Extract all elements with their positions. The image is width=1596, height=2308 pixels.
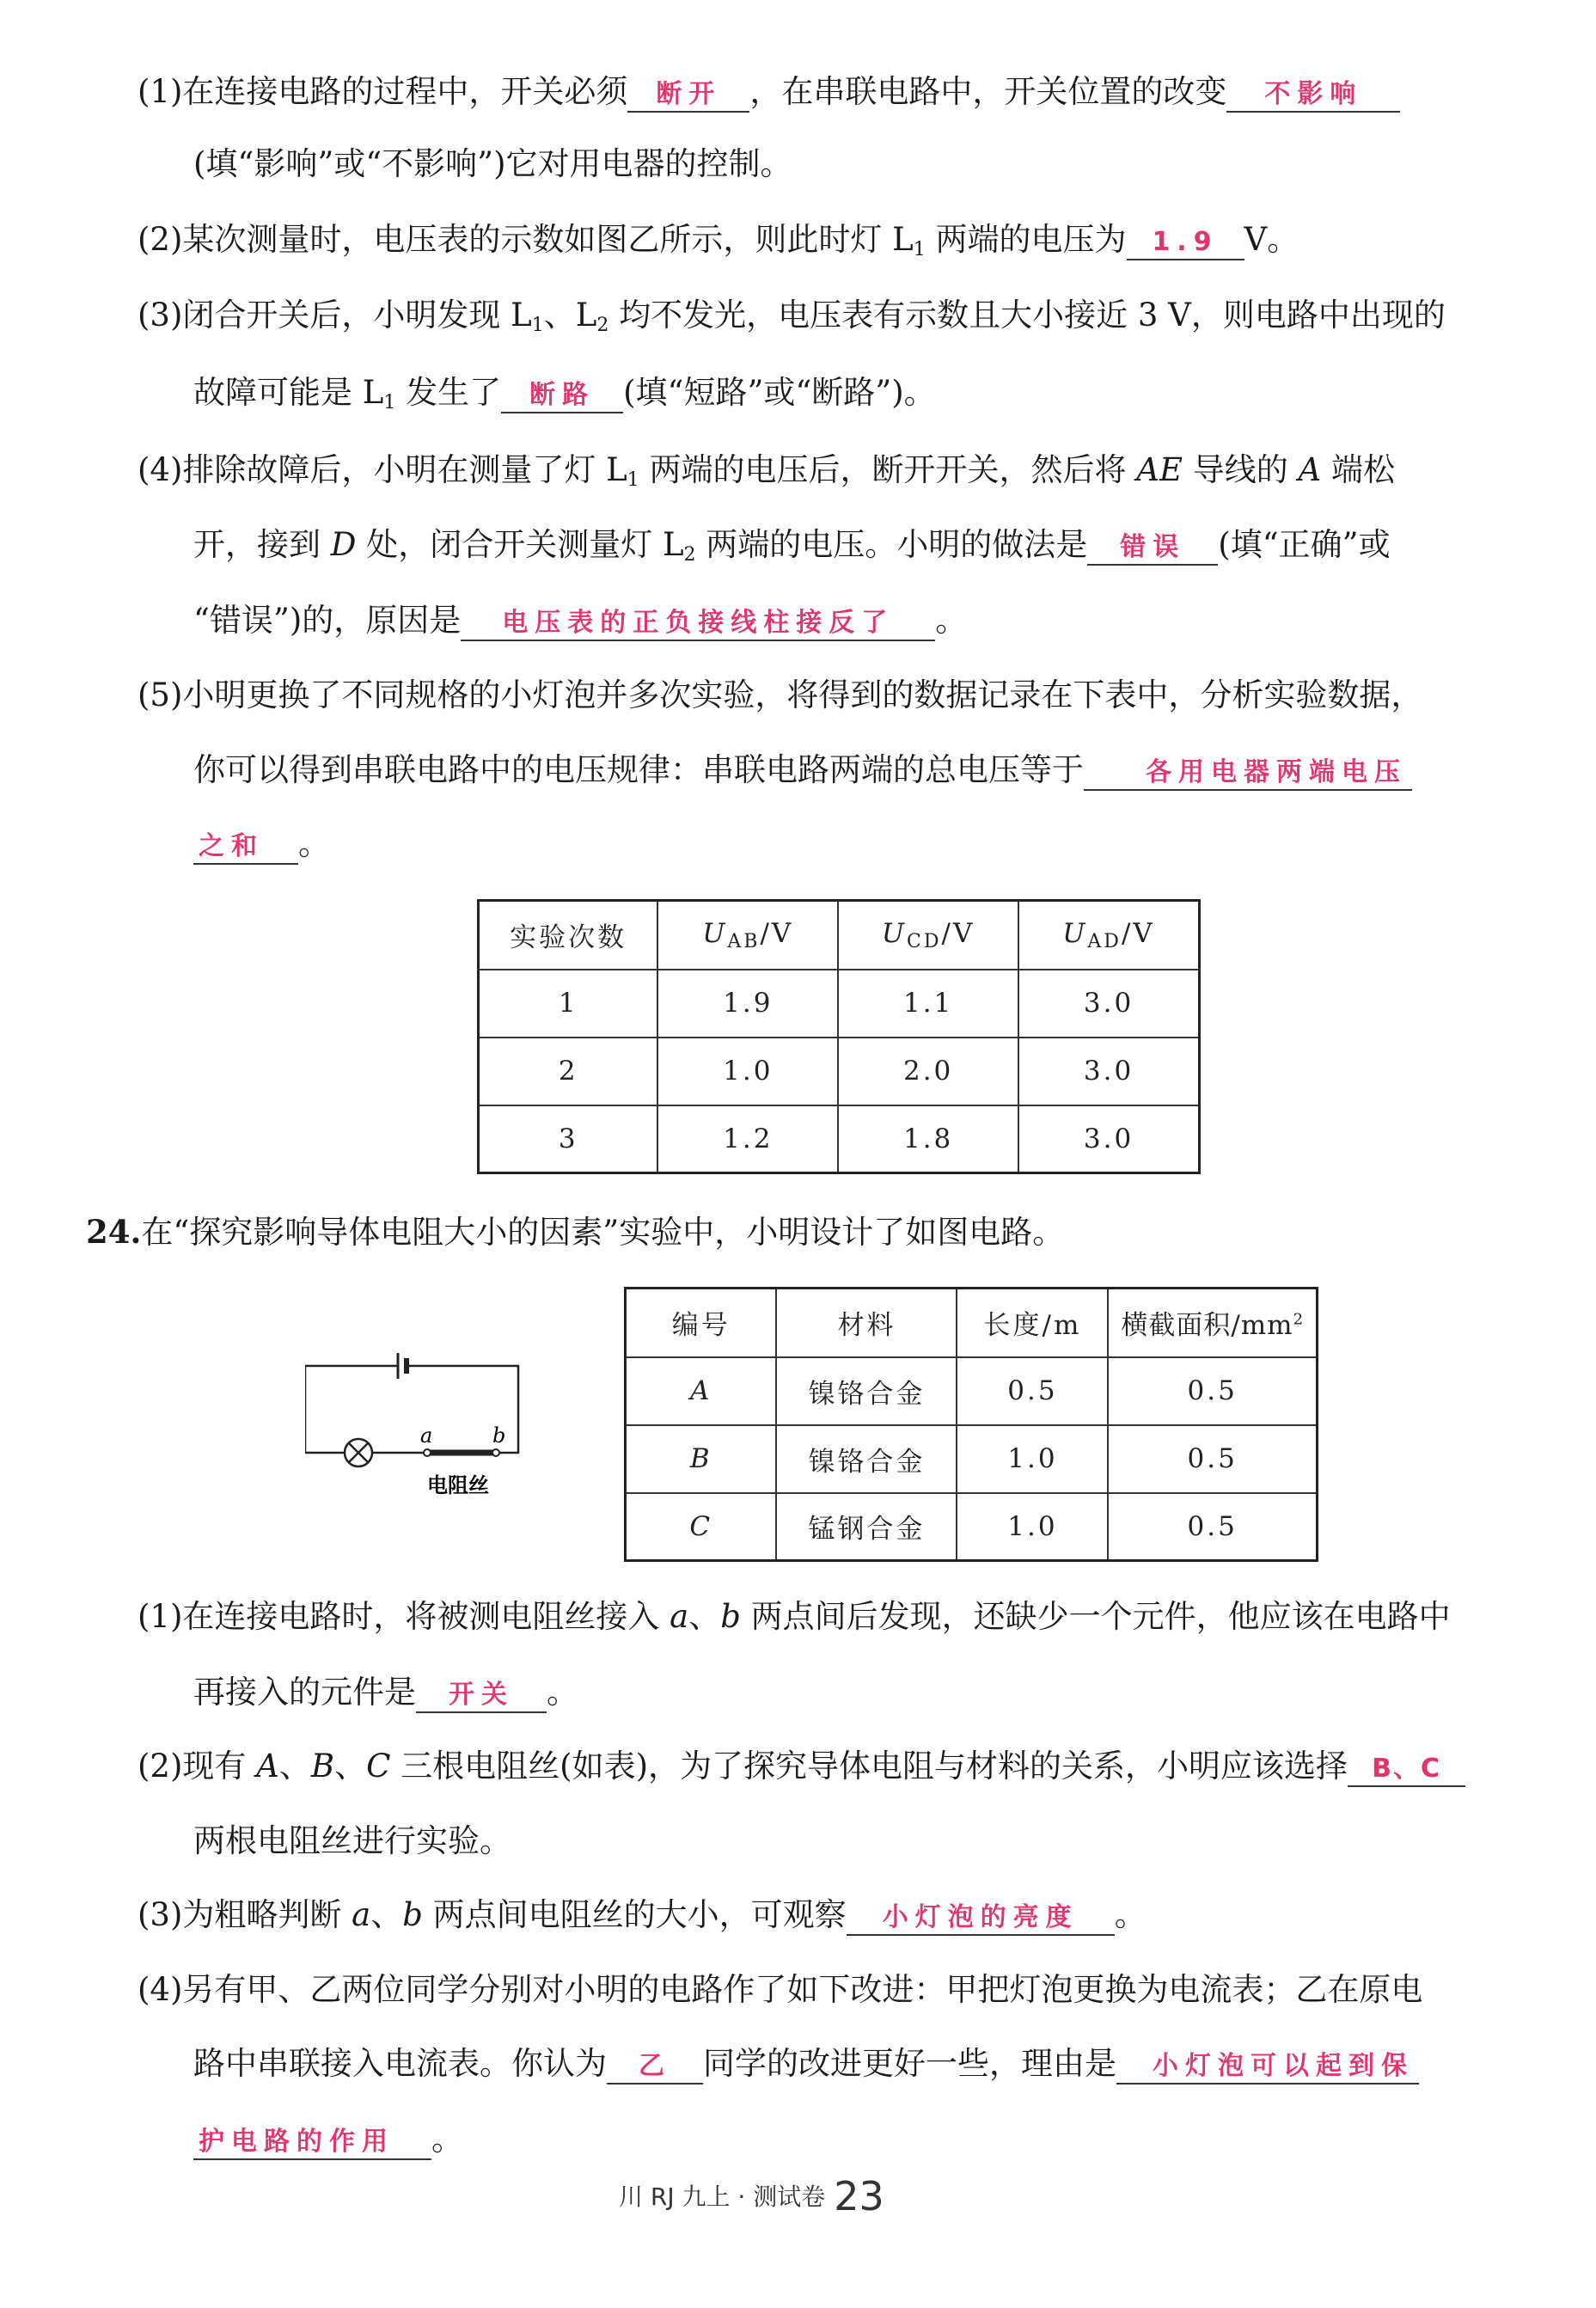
q23-part3-line2: 故障可能是 $L_1$ 发生了 断路 (填“短路”或“断路”)。 <box>193 374 936 413</box>
q23-part5-line1: (5)小明更换了不同规格的小灯泡并多次实验，将得到的数据记录在下表中，分析实验数据， <box>138 676 1423 713</box>
voltage-table-header-trial: 实验次数 <box>479 901 658 970</box>
q23-answer-voltage: 1.9 <box>1127 230 1244 260</box>
circuit-diagram <box>305 1341 529 1504</box>
terminal-b-label: b <box>492 1423 506 1448</box>
q24-answer-observe: 小灯泡的亮度 <box>847 1905 1115 1936</box>
q24-part1-line2: 再接入的元件是 开关 。 <box>193 1676 578 1713</box>
terminal-a <box>424 1449 431 1456</box>
resistance-table <box>624 1287 1318 1562</box>
q23-answer-rule-1: 各用电器两端电压 <box>1084 760 1412 791</box>
voltage-table-header-uad: $U_{AD}/V$ <box>1018 901 1199 970</box>
page-footer: 川 RJ 九上 · 测试卷 23 <box>619 2173 884 2219</box>
q24-stem: 24.在“探究影响导体电阻大小的因素”实验中，小明设计了如图电路。 <box>86 1213 1065 1251</box>
terminal-b <box>492 1449 499 1456</box>
q23-answer-2: 不影响 <box>1226 82 1400 113</box>
table-row: 1 1.9 1.1 3.0 <box>479 970 1200 1038</box>
q24-part4-line1: (4)另有甲、乙两位同学分别对小明的电路作了如下改进：甲把灯泡更换为电流表；乙在原电 <box>138 1971 1423 2008</box>
page-number: 23 <box>834 2173 884 2219</box>
resistance-table-header-area: 横截面积$/mm^2$ <box>1108 1289 1317 1357</box>
terminal-a-label: a <box>420 1423 433 1448</box>
q23-part5-line2: 你可以得到串联电路中的电压规律：串联电路两端的总电压等于 各用电器两端电压 <box>193 754 1412 791</box>
table-row: C 锰钢合金 1.0 0.5 <box>626 1493 1318 1561</box>
q24-answer-wires: B、C <box>1348 1756 1465 1787</box>
q24-answer-reason-2: 护电路的作用 <box>193 2129 431 2160</box>
voltage-table <box>477 899 1201 1174</box>
q24-answer-reason-1: 小灯泡可以起到保 <box>1116 2054 1419 2085</box>
voltage-table-header-ucd: $U_{CD}/V$ <box>838 901 1018 970</box>
q24-part4-line2: 路中串联接入电流表。你认为 乙 同学的改进更好一些，理由是 小灯泡可以起到保 <box>193 2048 1419 2085</box>
table-row: 3 1.2 1.8 3.0 <box>479 1105 1200 1173</box>
table-row: 2 1.0 2.0 3.0 <box>479 1038 1200 1105</box>
question-number: 24. <box>86 1213 142 1251</box>
q23-answer-1: 断开 <box>627 82 749 113</box>
q23-answer-reason: 电压表的正负接线柱接反了 <box>461 610 935 641</box>
q23-answer-rule-2: 之和 <box>193 834 298 865</box>
q23-part1-line2: (填“影响”或“不影响”)它对用电器的控制。 <box>193 145 792 182</box>
q23-part4-line1: (4)排除故障后，小明在测量了灯 $L_1$ 两端的电压后，断开开关，然后将 AE 导线的 A 端松 <box>138 451 1396 491</box>
q23-part2-line1: (2)某次测量时，电压表的示数如图乙所示，则此时灯 $L_1$ 两端的电压为 1.9 V。 <box>138 221 1299 260</box>
q23-part4-line2: 开，接到 D 处，闭合开关测量灯 $L_2$ 两端的电压。小明的做法是 错误 (填“正确”或 <box>193 526 1391 566</box>
resistance-table-header-material: 材料 <box>776 1289 957 1357</box>
q23-part1-line1: (1)在连接电路的过程中，开关必须 断开 ，在串联电路中，开关位置的改变 不影响 <box>138 76 1400 113</box>
q24-part3-line1: (3)为粗略判断 a、b 两点间电阻丝的大小，可观察 小灯泡的亮度 。 <box>138 1899 1147 1936</box>
q24-part1-line1: (1)在连接电路时，将被测电阻丝接入 a、b 两点间后发现，还缺少一个元件，他应该在电路中 <box>138 1598 1451 1635</box>
resistance-table-header-length: 长度/m <box>957 1289 1108 1357</box>
voltage-table-header-uab: $U_{AB}/V$ <box>657 901 838 970</box>
table-row: B 镍铬合金 1.0 0.5 <box>626 1425 1318 1493</box>
q24-part2-line2: 两根电阻丝进行实验。 <box>193 1822 511 1859</box>
q24-answer-component: 开关 <box>416 1682 547 1713</box>
q23-part4-line3: “错误”)的，原因是 电压表的正负接线柱接反了 。 <box>193 604 967 641</box>
q24-answer-student: 乙 <box>607 2054 703 2085</box>
resistance-wire-label: 电阻丝 <box>427 1473 489 1497</box>
q23-part5-line3: 之和 。 <box>193 828 330 865</box>
table-row: A 镍铬合金 0.5 0.5 <box>626 1357 1318 1425</box>
q23-answer-fault: 断路 <box>501 383 623 413</box>
q23-answer-judgement: 错误 <box>1087 535 1218 566</box>
q24-part4-line3: 护电路的作用 。 <box>193 2123 463 2160</box>
q24-part2-line1: (2)现有 A、B、C 三根电阻丝(如表)，为了探究导体电阻与材料的关系，小明应该选择 B、C <box>138 1750 1465 1787</box>
q23-part3-line1: (3)闭合开关后，小明发现 $L_1$、$L_2$ 均不发光，电压表有示数且大小接近 3 V，则电路中出现的 <box>138 297 1446 336</box>
resistance-table-header-id: 编号 <box>626 1289 777 1357</box>
